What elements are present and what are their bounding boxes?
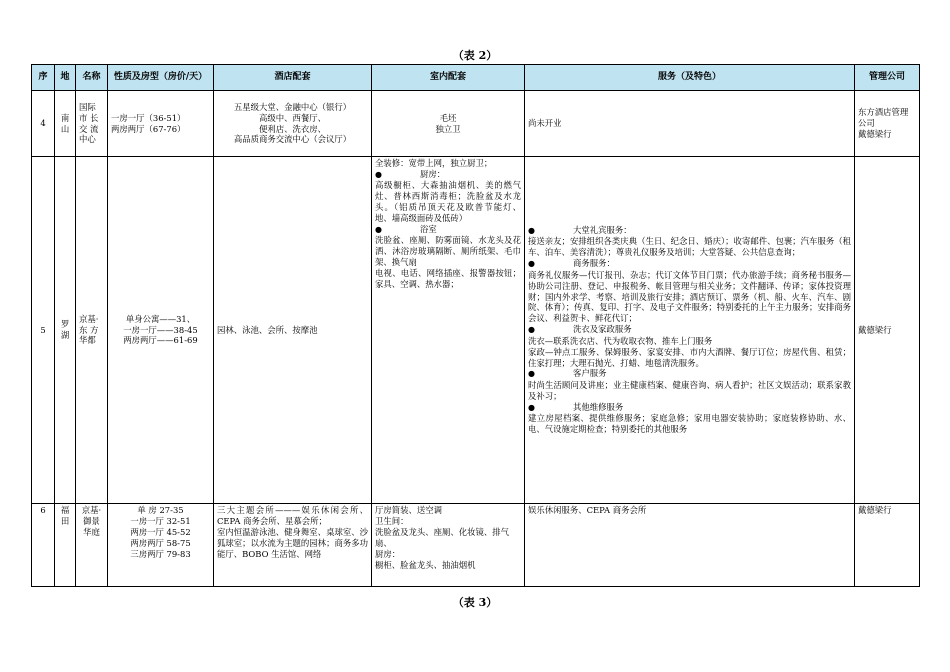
cell-mgmt: 戴德梁行: [855, 504, 920, 587]
header-area: 地: [55, 65, 76, 91]
bullet-repair: ● 其他维修服务: [528, 402, 851, 413]
cell-indoor: 全装修：宽带上网，独立厨卫； ● 厨房： 高级橱柜、大森抽油烟机、美的燃气灶、普林西斯消毒柜；洗脸盆及水龙头。（铝质吊顶天花及欧普节能灯、地、墙高级面砖及低砖） ● 浴室 洗脸盆、座厕、防雾面镜、水龙头及花洒、沐浴房玻璃隔断、厕所纸架、毛巾架、换气扇 电视、电话、网络插座、报警器按钮；家具、空调、热水器；: [372, 157, 525, 504]
cell-hotel: 五星级大堂、金融中心（银行） 高级中、西餐厅、 便利店、洗衣房、 高品质商务交流中心（会议厅）: [214, 91, 372, 157]
header-seq: 序: [32, 65, 55, 91]
cell-name: 京基· 东 方 华都: [76, 157, 108, 504]
cell-seq: 6: [32, 504, 55, 587]
header-type: 性质及房型（房价/天）: [108, 65, 214, 91]
bullet-bath: ● 浴室: [375, 224, 521, 235]
bullet-guest: ● 客户服务: [528, 368, 851, 379]
table-row: [32, 157, 920, 504]
table-caption-top: （表 2）: [452, 49, 498, 62]
cell-indoor: 厅房简装、送空调 卫生间： 洗脸盆及龙头、座厕、化妆镜、排气扇、 厨房： 橱柜、脸盆龙头、抽油烟机: [372, 504, 525, 587]
header-name: 名称: [76, 65, 108, 91]
cell-service: 娱乐休闲服务、CEPA 商务会所: [525, 504, 855, 587]
cell-name: 国际 市 长 交 流 中心: [76, 91, 108, 157]
table-row: [32, 504, 920, 587]
cell-service: 尚未开业: [525, 91, 855, 157]
apartment-table: [31, 64, 920, 587]
cell-mgmt: 东方酒店管理公司 戴德梁行: [855, 91, 920, 157]
cell-seq: 5: [32, 157, 55, 504]
table-caption-bottom: （表 3）: [452, 596, 498, 609]
bullet-laundry: ● 洗衣及家政服务: [528, 324, 851, 335]
bullet-business: ● 商务服务：: [528, 258, 851, 269]
table-row: [32, 91, 920, 157]
cell-seq: 4: [32, 91, 55, 157]
cell-type: 单身公寓——31、 一房一厅——38-45 两房两厅——61-69: [108, 157, 214, 504]
cell-area: 福 田: [55, 504, 76, 587]
cell-type: 一房一厅（36-51） 两房两厅（67-76）: [108, 91, 214, 157]
cell-area: 南 山: [55, 91, 76, 157]
cell-name: 京基· 御景 华庭: [76, 504, 108, 587]
bullet-lobby: ● 大堂礼宾服务：: [528, 225, 851, 236]
cell-indoor: 毛坯 独立卫: [372, 91, 525, 157]
cell-hotel: 三大主题会所———娱乐休闲会所、CEPA 商务会所、星慕会所； 室内恒温游泳池、健身舞室、桌球室、沙狐球室；以水流为主题的园林；商务多功能厅、BOBO 生活馆、网络: [214, 504, 372, 587]
header-mgmt: 管理公司: [855, 65, 920, 91]
table-header-row: [32, 65, 920, 91]
cell-mgmt: 戴德梁行: [855, 157, 920, 504]
header-hotel: 酒店配套: [214, 65, 372, 91]
cell-hotel: 园林、泳池、会所、按摩池: [214, 157, 372, 504]
header-indoor: 室内配套: [372, 65, 525, 91]
header-service: 服务（及特色）: [525, 65, 855, 91]
cell-service: ● 大堂礼宾服务： 接送亲友；安排组织各类庆典（生日、纪念日、婚庆）；收寄邮件、包裹；汽车服务（租车、泊车、美容清洗）；尊贵礼仪服务及培训；大堂答疑、公共信息查询； ● 商务服务： 商务礼仪服务—代订报刊、杂志；代订文体节目门票；代办旅游手续；商务秘书服务—协助公司注册、登记、申报税务、帐目管理与相关业务；文件翻译、传译；家体投资理财；国内外求学、考察、培训及旅行安排；酒店预订、票务（机、船、火车、汽车、剧院、体育）；传真、复印、打字、及电子文件服务；特别委托的上午主力服务；安排商务会议、利益贺卡、鲜花代订； ● 洗衣及家政服务 洗衣—联系洗衣店、代为收取衣物、推车上门服务 家政—钟点工服务、保姆服务、家宴安排、市内大酒牌、餐厅订位；房屋代售、租赁；住家打理；大理石抛光、打蜡、地毯清洗服务。 ● 客户服务 时尚生活顾问及讲座；业主健康档案、健康咨询、病人看护；社区文娱活动；联系家教及补习； ● 其他维修服务 建立房屋档案、提供维修服务；家庭急修；家用电器安装协助；家庭装修协助、水、电、气设施定期检查；特别委托的其他服务: [525, 157, 855, 504]
cell-area: 罗 湖: [55, 157, 76, 504]
bullet-kitchen: ● 厨房：: [375, 169, 521, 180]
cell-type: 单 房 27-35 一房一厅 32-51 两房一厅 45-52 两房两厅 58-75 三房两厅 79-83: [108, 504, 214, 587]
